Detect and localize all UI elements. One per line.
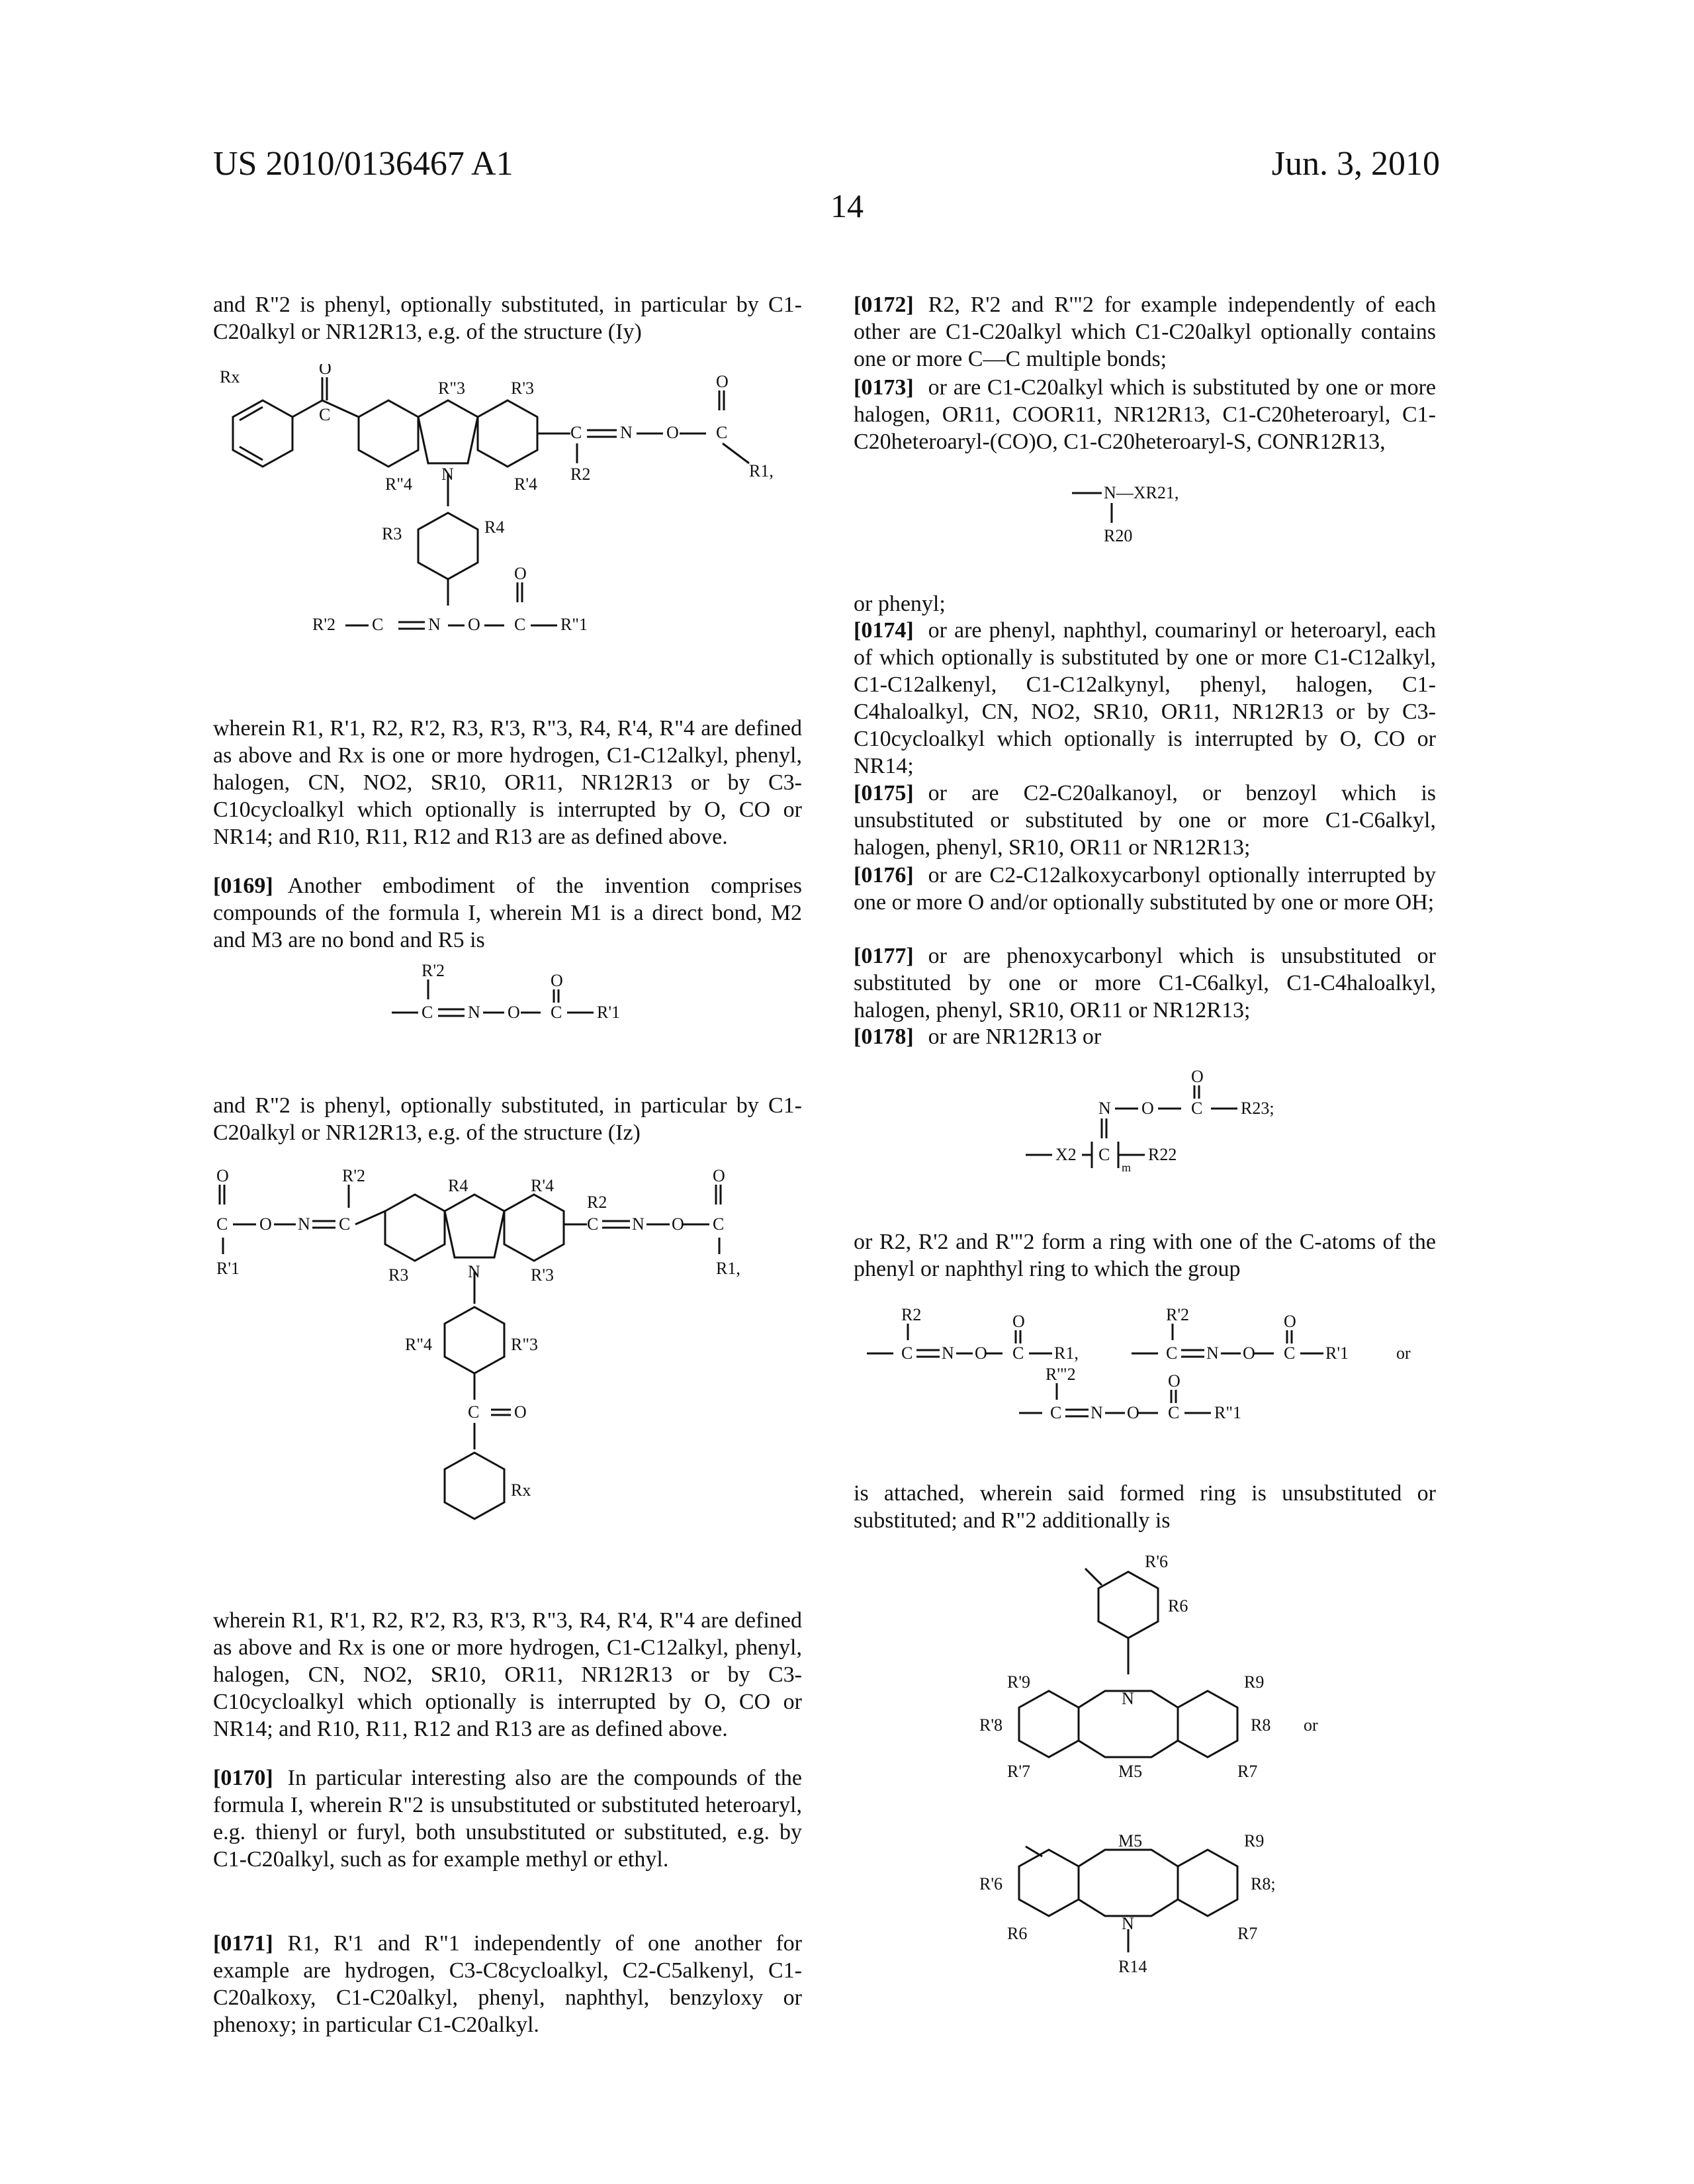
label-o-iz-ester: O (713, 1166, 725, 1185)
label-r23: R23; (1241, 1099, 1274, 1118)
paragraph-0175 (854, 780, 1436, 861)
label-o-lower-ester-iy: O (514, 564, 527, 583)
label-o-ester-x2: O (1191, 1067, 1204, 1086)
label-o-x2: O (1141, 1099, 1154, 1118)
intro-iz: and R"2 is phenyl, optionally substituted, in particular by C1-C20alkyl or NR12R13, e.g. of the structure (Iz) (213, 1092, 802, 1146)
para-text-0171: R1, R'1 and R"1 independently of one another for example are hydrogen, C3-C8cycloalkyl, C2-C5alkenyl, C1-C20alkoxy, C1-C20alkyl, phenyl, naphthyl, benzyloxy or phenoxy; in particular C1-C20alkyl. (213, 1931, 802, 2037)
label-c-iz-carbonyl: C (468, 1402, 479, 1422)
label-nxr21: N—XR21, (1104, 483, 1179, 502)
label-o-ester-group3: O (1168, 1371, 1181, 1390)
paragraph-0170 (213, 1764, 802, 1873)
label-r20: R20 (1104, 526, 1132, 545)
label-o-ester-group1: O (1012, 1312, 1025, 1331)
label-o-group1: O (975, 1343, 987, 1363)
label-o-lower-iy: O (468, 615, 480, 634)
right-ring-2 (1178, 1850, 1237, 1916)
label-rp9: R'9 (1007, 1672, 1030, 1692)
label-r1c-iz: R1, (716, 1259, 740, 1278)
intro-iy: and R"2 is phenyl, optionally substituted, in particular by C1-C20alkyl or NR12R13, e.g. of the structure (Iy) (213, 291, 802, 345)
para-id-0173: [0173] (854, 375, 914, 400)
benzoyl-ring-iy (233, 400, 292, 467)
label-r8semi: R8; (1251, 1874, 1276, 1893)
label-rp1-r5: R'1 (597, 1003, 620, 1022)
label-m5-bottom: M5 (1118, 1831, 1142, 1850)
label-c-group2: C (1166, 1343, 1177, 1363)
page-number: 14 (0, 187, 1694, 225)
label-r1c-iy: R1, (749, 461, 774, 480)
ring-text: or R2, R'2 and R'"2 form a ring with one of the C-atoms of the phenyl or naphthyl ring to which the group (854, 1228, 1436, 1283)
para-text-0172: R2, R'2 and R'"2 for example independently of each other are C1-C20alkyl which C1-C20alkyl optionally contains one or more C—C multiple bonds; (854, 293, 1436, 371)
label-n-carbazole-iy: N (441, 465, 454, 484)
label-rp3-iz: R'3 (531, 1265, 554, 1285)
label-r9-top: R9 (1244, 1672, 1264, 1692)
label-c-iz-ester: C (713, 1214, 724, 1234)
label-m5-top: M5 (1118, 1762, 1142, 1781)
paragraph-0177 (854, 942, 1436, 1024)
label-or-structures: or (1304, 1715, 1318, 1735)
label-n-top: N (1122, 1689, 1134, 1708)
label-n-group1: N (942, 1343, 954, 1363)
structure-nxr21 (854, 470, 1436, 556)
label-rp7: R'7 (1007, 1762, 1030, 1781)
label-rp1-iz: R'1 (216, 1259, 240, 1278)
patent-number: US 2010/0136467 A1 (213, 144, 513, 183)
label-n-iz-left: N (298, 1214, 310, 1234)
label-c-group1: C (901, 1343, 913, 1363)
label-rpp3-iz: R"3 (511, 1335, 538, 1354)
carbazole-pyrrole (418, 400, 478, 463)
iz-carbazole-left (385, 1195, 445, 1261)
label-c-iz-right: C (587, 1214, 598, 1234)
label-r9-bottom: R9 (1244, 1831, 1264, 1850)
label-c-ester-group2: C (1284, 1343, 1295, 1363)
label-c-group3: C (1050, 1403, 1061, 1422)
para-id-0176: [0176] (854, 863, 914, 887)
para-id-0174: [0174] (854, 618, 914, 643)
para-id-0177: [0177] (854, 944, 914, 968)
label-rpp3-iy: R"3 (438, 379, 465, 398)
label-n-iz: N (468, 1262, 480, 1281)
label-c-iz-oxime: C (339, 1214, 350, 1234)
label-rp2-iy: R'2 (312, 615, 335, 634)
label-rp6-bottom: R'6 (979, 1874, 1003, 1893)
wherein-iy: wherein R1, R'1, R2, R'2, R3, R'3, R"3, R4, R'4, R"4 are defined as above and Rx is one or more hydrogen, C1-C12alkyl, phenyl, halogen, CN, NO2, SR10, OR11, NR12R13 or by C3-C10cycloalkyl which optionally is interrupted by O, CO or NR14; and R10, R11, R12 and R13 are as defined above. (213, 715, 802, 850)
label-c-oxime-iy: C (570, 423, 582, 442)
n-phenyl-ring-iy (418, 513, 478, 579)
label-c-ester-group3: C (1168, 1403, 1179, 1422)
label-o-ester-iy: O (716, 372, 729, 391)
right-column (854, 291, 1436, 2144)
label-rx-iy: Rx (220, 367, 240, 387)
or-phenyl: or phenyl; (854, 590, 1436, 617)
label-n-oxime-iy: N (620, 423, 633, 442)
label-rppp2-group3: R'"2 (1046, 1365, 1076, 1384)
label-n-iz-right: N (632, 1214, 645, 1234)
label-n-lower-iy: N (428, 615, 441, 634)
iz-benzoyl-ring (445, 1453, 504, 1519)
label-r4-iz: R4 (448, 1176, 468, 1195)
label-m: m (1122, 1161, 1131, 1174)
wherein-iz: wherein R1, R'1, R2, R'2, R3, R'3, R"3, R4, R'4, R"4 are defined as above and Rx is one or more hydrogen, C1-C12alkyl, phenyl, halogen, CN, NO2, SR10, OR11, NR12R13 or by C3-C10cycloalkyl which optionally is interrupted by O, CO or NR14; and R10, R11, R12 and R13 are as defined above. (213, 1607, 802, 1743)
para-text-0175: or are C2-C20alkanoyl, or benzoyl which is unsubstituted or substituted by one or more C1-C6alkyl, halogen, phenyl, SR10, OR11 or NR12R13; (854, 781, 1436, 860)
para-text-0178: or are NR12R13 or (928, 1024, 1102, 1049)
label-rpp4-iy: R"4 (385, 475, 412, 494)
label-c-iz-left: C (216, 1214, 228, 1234)
label-or-groups: or (1396, 1343, 1411, 1363)
label-r4-iy: R4 (484, 518, 504, 537)
iz-carbazole-pyrrole (445, 1195, 504, 1257)
label-o-group3: O (1127, 1403, 1139, 1422)
label-rp3-iy: R'3 (511, 379, 534, 398)
para-text-0170: In particular interesting also are the compounds of the formula I, wherein R"2 is unsubstituted or substituted heteroaryl, e.g. thienyl or furyl, both unsubstituted or substituted, e.g. by C1-C20alkyl, such as for example methyl or ethyl. (213, 1766, 802, 1872)
left-ring-2 (1019, 1850, 1079, 1916)
para-text-0173: or are C1-C20alkyl which is substituted by one or more halogen, OR11, COOR11, NR12R13, C1-C20heteroaryl, C1-C20heteroaryl-(CO)O, C1-C20heteroaryl-S, CONR12R13, (854, 375, 1436, 454)
label-c-benzoyl: C (319, 405, 330, 424)
label-r14: R14 (1118, 1957, 1147, 1976)
label-r7-top: R7 (1237, 1762, 1257, 1781)
center-ring-2 (1079, 1850, 1178, 1916)
label-r2-iy: R2 (570, 465, 590, 484)
label-rp8: R'8 (979, 1715, 1003, 1735)
para-id-0169: [0169] (213, 874, 273, 898)
label-r1c-group1: R1, (1054, 1343, 1079, 1363)
iz-carbazole-right (504, 1195, 564, 1261)
label-rp6: R'6 (1145, 1555, 1168, 1571)
publication-date: Jun. 3, 2010 (1272, 144, 1440, 183)
attached-text: is attached, wherein said formed ring is unsubstituted or substituted; and R"2 additionally is (854, 1480, 1436, 1534)
label-rpp1-group3: R"1 (1214, 1403, 1241, 1422)
label-o-ester-group2: O (1284, 1312, 1296, 1331)
label-rx-iz: Rx (511, 1480, 531, 1500)
structure-r5 (213, 960, 802, 1046)
para-id-0172: [0172] (854, 293, 914, 317)
label-o-ester-r5: O (551, 971, 563, 990)
label-x2: X2 (1055, 1145, 1077, 1164)
para-text-0169: Another embodiment of the invention comprises compounds of the formula I, wherein M1 is a direct bond, M2 and M3 are no bond and R5 is (213, 874, 802, 952)
structure-x2 (854, 1059, 1436, 1185)
carbazole-right-ring (478, 400, 537, 467)
label-n-x2: N (1098, 1099, 1111, 1118)
label-rpp4-iz: R"4 (405, 1335, 432, 1354)
label-o-group2: O (1243, 1343, 1255, 1363)
label-r7-bottom: R7 (1237, 1924, 1257, 1943)
label-rp1c-group2: R'1 (1325, 1343, 1349, 1363)
left-ring-1 (1019, 1691, 1079, 1757)
label-c-ester-x2: C (1191, 1099, 1202, 1118)
iz-n-phenyl (445, 1307, 504, 1373)
label-r2-group1: R2 (901, 1305, 921, 1324)
structure-oxime-groups (854, 1304, 1436, 1436)
paragraph-0169 (213, 872, 802, 954)
label-o-iz-left: O (216, 1166, 229, 1185)
para-text-0174: or are phenyl, naphthyl, coumarinyl or heteroaryl, each of which optionally is substituted by one or more C1-C12alkyl, C1-C12alkenyl, C1-C12alkynyl, phenyl, halogen, C1-C4haloalkyl, CN, NO2, SR10, OR11, NR12R13 or by C3-C10cycloalkyl which optionally is interrupted by O, CO or NR14; (854, 618, 1436, 778)
top-phenyl-ring (1098, 1572, 1158, 1638)
label-c-ester-r5: C (551, 1003, 562, 1022)
label-n-group3: N (1091, 1403, 1103, 1422)
paragraph-0171 (213, 1930, 802, 2038)
label-rp2-iz: R'2 (342, 1166, 365, 1185)
para-id-0171: [0171] (213, 1931, 273, 1956)
label-o-iz-carbonyl: O (514, 1402, 527, 1422)
paragraph-0173 (854, 374, 1436, 455)
label-rp4-iz: R'4 (531, 1176, 554, 1195)
label-r3-iy: R3 (382, 524, 402, 543)
label-o-benzoyl: O (319, 364, 332, 378)
label-c-x2: C (1098, 1145, 1110, 1164)
label-rp4-iy: R'4 (514, 475, 537, 494)
label-r2-iz: R2 (587, 1193, 607, 1212)
structure-iy (213, 364, 802, 662)
label-c-lower-iy: C (372, 615, 383, 634)
label-c-lower-ester-iy: C (514, 615, 525, 634)
structure-phenothiazine (854, 1555, 1436, 2025)
paragraph-0174 (854, 617, 1436, 780)
label-rp2-r5: R'2 (422, 961, 445, 980)
label-n-group2: N (1206, 1343, 1219, 1363)
para-id-0178: [0178] (854, 1024, 914, 1049)
label-o-iz-right: O (672, 1214, 684, 1234)
paragraph-0178 (854, 1023, 1436, 1050)
right-ring-1 (1178, 1691, 1237, 1757)
label-o-iz-link: O (259, 1214, 272, 1234)
carbazole-left-ring (359, 400, 418, 467)
label-o-r5: O (508, 1003, 520, 1022)
label-rp2-group2: R'2 (1166, 1305, 1189, 1324)
label-n-bottom: N (1122, 1914, 1134, 1933)
para-text-0176: or are C2-C12alkoxycarbonyl optionally interrupted by one or more O and/or optionally substituted by one or more OH; (854, 863, 1436, 915)
para-id-0170: [0170] (213, 1766, 273, 1790)
paragraph-0172 (854, 291, 1436, 373)
label-rpp1-iy: R"1 (560, 615, 588, 634)
label-r6-bottom: R6 (1007, 1924, 1027, 1943)
label-o-oxime-iy: O (666, 423, 679, 442)
label-n-r5: N (468, 1003, 480, 1022)
label-c-r5: C (422, 1003, 433, 1022)
label-c-ester-iy: C (716, 423, 727, 442)
label-r3-iz: R3 (388, 1265, 408, 1285)
paragraph-0176 (854, 862, 1436, 916)
para-text-0177: or are phenoxycarbonyl which is unsubstituted or substituted by one or more C1-C6alkyl, C1-C4haloalkyl, halogen, phenyl, SR10, OR11 or NR12R13; (854, 944, 1436, 1023)
label-r22: R22 (1148, 1145, 1177, 1164)
para-id-0175: [0175] (854, 781, 914, 805)
label-r8: R8 (1251, 1715, 1270, 1735)
label-r6-top: R6 (1168, 1596, 1188, 1615)
label-c-ester-group1: C (1012, 1343, 1024, 1363)
structure-iz (213, 1165, 802, 1569)
left-column (213, 291, 802, 2078)
